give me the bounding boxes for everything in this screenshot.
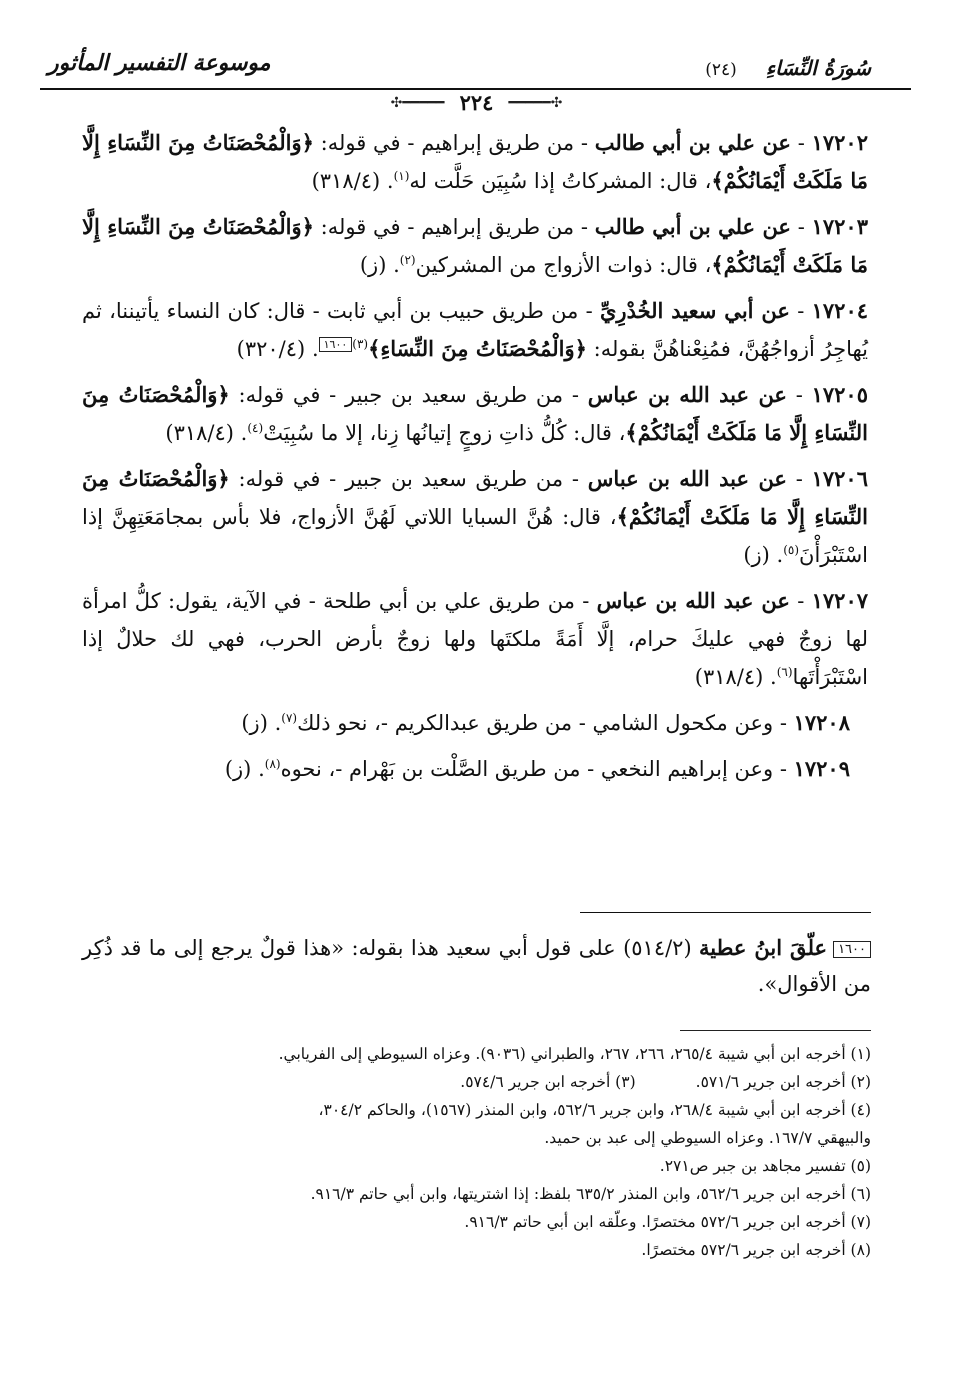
commentary-separator bbox=[580, 912, 871, 913]
footnote-7: (٧) أخرجه ابن جرير ٥٧٢/٦ مختصرًا. وعلّقه ابن أبي حاتم ٩١٦/٣. bbox=[464, 1213, 871, 1231]
entry-number: ١٧٢٠٨ bbox=[793, 710, 850, 735]
ornament-icon: ━━━━━✣ bbox=[390, 94, 445, 111]
quran-verse: ﴿وَالْمُحْصَنَاتُ مِنَ النِّسَاءِ﴾ bbox=[368, 336, 587, 361]
footnote-marker[interactable]: (٤) bbox=[247, 421, 264, 435]
commentary-box-ref[interactable]: ١٦٠٠ bbox=[319, 337, 353, 352]
commentary-box-number: ١٦٠٠ bbox=[833, 941, 871, 958]
entry-chain: - من طريق حبيب بن أبي ثابت - قال: كان النساء يأتيننا، ثم يُهاجِرُ أزواجُهُنَّ، فمُنِعْناهُنَّ بقوله: bbox=[82, 299, 868, 361]
source-ref: (ز) bbox=[743, 543, 770, 567]
entry-text: ، قال: هُنَّ السبايا اللاتي لَهُنَّ الأزواج، فلا بأس بمجامَعَتِهِنَّ إذا اسْتَبْرَأْنَ bbox=[82, 505, 868, 567]
footnote-3: (٣) أخرجه ابن جرير ٥٧٤/٦. bbox=[460, 1073, 636, 1091]
entry-chain: - وعن إبراهيم النخعي - من طريق الصَّلْت بن بَهْرام -، نحوه bbox=[280, 757, 794, 781]
entry-number: ١٧٢٠٦ bbox=[811, 466, 868, 491]
commentary-author: علّقَ ابنُ عطية bbox=[699, 935, 828, 960]
entry-text: ، قال: كُلُّ ذاتِ زوجٍ إتيانُها زِنا، إلا ما سُبِيَتْ bbox=[263, 421, 626, 445]
entry-author: عن عبد الله بن عباس bbox=[587, 466, 787, 491]
book-title: موسوعة التفسير المأثور bbox=[48, 50, 271, 76]
entry-17206: ١٧٢٠٦ - عن عبد الله بن عباس - من طريق سعيد بن جبير - في قوله: ﴿وَالْمُحْصَنَاتُ مِنَ النِّسَاءِ إِلَّا مَا مَلَكَتْ أَيْمَانُكُمْ﴾، قال: هُنَّ السبايا اللاتي لَهُنَّ الأزواج، فلا بأس بمجامَعَتِهِنَّ إذا اسْتَبْرَأْنَ$^{(٥)}$. (ز) bbox=[82, 466, 869, 567]
footnote-4-cont: والبيهقي ١٦٧/٧. وعزاه السيوطي إلى عبد بن حميد. bbox=[544, 1129, 871, 1147]
entry-author: عن أبي سعيد الخُدْرِيِّ bbox=[600, 298, 790, 323]
sura-title: سُورَةُ النِّسَاءِ bbox=[765, 56, 871, 80]
ornament-icon: ✣━━━━━ bbox=[508, 94, 563, 111]
entry-number: ١٧٢٠٢ bbox=[811, 130, 868, 155]
entry-number: ١٧٢٠٤ bbox=[811, 298, 869, 323]
quran-verse: ﴿وَالْمُحْصَنَاتُ مِنَ النِّسَاءِ إِلَّا مَا مَلَكَتْ أَيْمَانُكُمْ﴾ bbox=[82, 466, 869, 529]
entry-17203: ١٧٢٠٣ - عن علي بن أبي طالب - من طريق إبراهيم - في قوله: ﴿وَالْمُحْصَنَاتُ مِنَ النِّسَاءِ إِلَّا مَا مَلَكَتْ أَيْمَانُكُمْ﴾، قال: ذوات الأزواج من المشركين$^{(٢)}$. (ز) bbox=[82, 214, 868, 277]
source-ref: (ز) bbox=[224, 757, 252, 781]
footnote-2: (٢) أخرجه ابن جرير ٥٧١/٦. bbox=[695, 1073, 871, 1091]
entry-17209: ١٧٢٠٩ - وعن إبراهيم النخعي - من طريق الصَّلْت بن بَهْرام -، نحوه$^{(٨)}$. (ز) bbox=[224, 756, 850, 781]
footnote-marker[interactable]: (٨) bbox=[264, 757, 281, 771]
entry-chain: - من طريق علي بن أبي طلحة - في الآية، يقول: كلُّ امرأة لها زوجٌ فهي عليكَ حرام، إلَّا أَمَةً ملكتَها ولها زوجٌ بأرض الحرب، فهي لك حلالٌ إذا اسْتَبْرَأْتَها bbox=[82, 589, 868, 689]
footnote-marker[interactable]: (٢) bbox=[399, 253, 416, 267]
source-ref: (ز) bbox=[241, 711, 268, 735]
entry-chain: - من طريق إبراهيم - في قوله: bbox=[313, 215, 595, 239]
entry-number: ١٧٢٠٣ bbox=[811, 214, 868, 239]
page-number: ٢٢٤ bbox=[459, 90, 494, 115]
entry-chain: - من طريق سعيد بن جبير - في قوله: bbox=[229, 383, 588, 407]
entry-text: ، قال: المشركاتُ إذا سُبِيَن حَلَّت له bbox=[409, 169, 712, 193]
commentary-note bbox=[82, 930, 871, 1002]
footnote-8: (٨) أخرجه ابن جرير ٥٧٢/٦ مختصرًا. bbox=[641, 1241, 871, 1259]
entry-17204: ١٧٢٠٤ - عن أبي سعيد الخُدْرِيِّ - من طريق حبيب بن أبي ثابت - قال: كان النساء يأتيننا، ثم يُهاجِرُ أزواجُهُنَّ، فمُنِعْناهُنَّ بقوله: ﴿وَالْمُحْصَنَاتُ مِنَ النِّسَاءِ﴾$^{(٣)}$١٦٠٠. (٣٢٠/٤) bbox=[82, 298, 869, 361]
sura-heading bbox=[705, 56, 871, 80]
entry-chain: - من طريق سعيد بن جبير - في قوله: bbox=[229, 467, 588, 491]
page-number-row bbox=[0, 90, 953, 118]
source-ref: (٣١٨/٤) bbox=[694, 665, 764, 689]
main-text bbox=[82, 124, 868, 796]
footnote-6: (٦) أخرجه ابن جرير ٥٦٢/٦، وابن المنذر ٦٣٥/٢ بلفظ: إذا اشتريتها، وابن أبي حاتم ٩١٦/٣. bbox=[310, 1185, 871, 1203]
entry-author: عن علي بن أبي طالب bbox=[594, 214, 791, 239]
sura-number: (٢٤) bbox=[705, 60, 737, 80]
source-ref: (٣٢٠/٤) bbox=[236, 337, 306, 361]
source-ref: (٣١٨/٤) bbox=[311, 169, 381, 193]
footnote-1: (١) أخرجه ابن أبي شيبة ٢٦٥/٤، ٢٦٦، ٢٦٧، والطبراني (٩٠٣٦). وعزاه السيوطي إلى الفريابي. bbox=[278, 1045, 871, 1063]
entry-number: ١٧٢٠٩ bbox=[793, 756, 850, 781]
footnote-marker[interactable]: (٧) bbox=[281, 711, 298, 725]
footnote-4: (٤) أخرجه ابن أبي شيبة ٢٦٨/٤، وابن جرير ٥٦٢/٦، وابن المنذر (١٥٦٧)، والحاكم ٣٠٤/٢، bbox=[318, 1101, 871, 1119]
commentary-text: (٥١٤/٢) على قول أبي سعيد هذا بقوله: «هذا قولٌ يرجع إلى ما قد ذُكِر من الأقوال». bbox=[82, 936, 871, 996]
entry-number: ١٧٢٠٥ bbox=[811, 382, 868, 407]
footnotes bbox=[82, 1040, 871, 1264]
entry-17205: ١٧٢٠٥ - عن عبد الله بن عباس - من طريق سعيد بن جبير - في قوله: ﴿وَالْمُحْصَنَاتُ مِنَ النِّسَاءِ إِلَّا مَا مَلَكَتْ أَيْمَانُكُمْ﴾، قال: كُلُّ ذاتِ زوجٍ إتيانُها زِنا، إلا ما سُبِيَتْ$^{(٤)}$. (٣١٨/٤) bbox=[82, 382, 868, 445]
entry-author: عن عبد الله بن عباس bbox=[587, 382, 787, 407]
footnote-5: (٥) تفسير مجاهد بن جبر ص٢٧١. bbox=[659, 1157, 871, 1175]
entry-17202: ١٧٢٠٢ - عن علي بن أبي طالب - من طريق إبراهيم - في قوله: ﴿وَالْمُحْصَنَاتُ مِنَ النِّسَاءِ إِلَّا مَا مَلَكَتْ أَيْمَانُكُمْ﴾، قال: المشركاتُ إذا سُبِيَن حَلَّت له$^{(١)}$. (٣١٨/٤) bbox=[82, 130, 868, 193]
entry-chain: - وعن مكحول الشامي - من طريق عبدالكريم -، نحو ذلك bbox=[297, 711, 794, 735]
entry-text: ، قال: ذوات الأزواج من المشركين bbox=[415, 253, 712, 277]
source-ref: (ز) bbox=[359, 253, 387, 277]
page-header bbox=[40, 50, 911, 88]
footnote-marker[interactable]: (٥) bbox=[783, 543, 800, 557]
entry-17207: ١٧٢٠٧ - عن عبد الله بن عباس - من طريق علي بن أبي طلحة - في الآية، يقول: كلُّ امرأة لها زوجٌ فهي عليكَ حرام، إلَّا أَمَةً ملكتَها ولها زوجٌ بأرض الحرب، فهي لك حلالٌ إذا اسْتَبْرَأْتَها$^{(٦)}$. (٣١٨/٤) bbox=[82, 588, 869, 689]
source-ref: (٣١٨/٤) bbox=[165, 421, 234, 445]
quran-verse: ﴿وَالْمُحْصَنَاتُ مِنَ النِّسَاءِ إِلَّا مَا مَلَكَتْ أَيْمَانُكُمْ﴾ bbox=[82, 214, 868, 277]
entry-chain: - من طريق إبراهيم - في قوله: bbox=[313, 131, 595, 155]
quran-verse: ﴿وَالْمُحْصَنَاتُ مِنَ النِّسَاءِ إِلَّا مَا مَلَكَتْ أَيْمَانُكُمْ﴾ bbox=[82, 382, 868, 445]
footnote-2-3 bbox=[82, 1068, 871, 1096]
footnote-marker[interactable]: (١) bbox=[393, 169, 410, 183]
entry-author: عن علي بن أبي طالب bbox=[594, 130, 791, 155]
footnotes-separator bbox=[680, 1030, 871, 1031]
entry-number: ١٧٢٠٧ bbox=[811, 588, 869, 613]
entry-17208: ١٧٢٠٨ - وعن مكحول الشامي - من طريق عبدالكريم -، نحو ذلك$^{(٧)}$. (ز) bbox=[241, 710, 850, 735]
footnote-marker[interactable]: (٦) bbox=[776, 665, 793, 679]
entry-author: عن عبد الله بن عباس bbox=[596, 588, 790, 613]
footnote-marker[interactable]: (٣) bbox=[352, 337, 369, 351]
quran-verse: ﴿وَالْمُحْصَنَاتُ مِنَ النِّسَاءِ إِلَّا مَا مَلَكَتْ أَيْمَانُكُمْ﴾ bbox=[82, 130, 868, 193]
